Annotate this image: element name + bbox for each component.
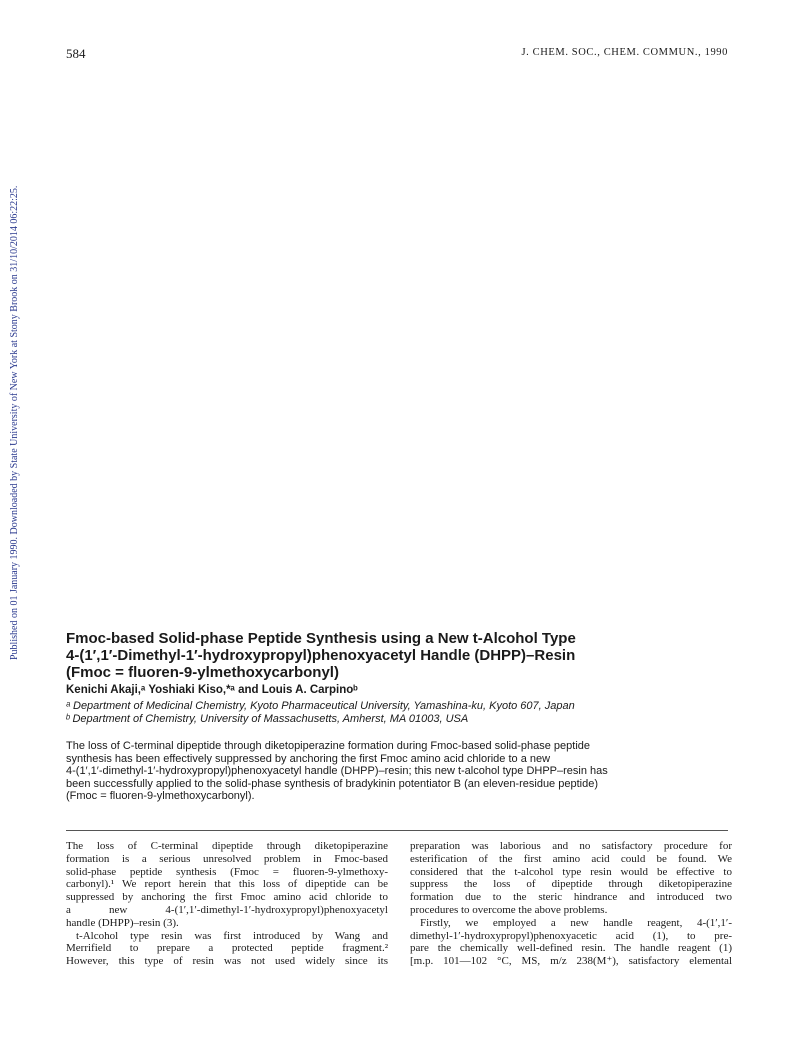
abstract-line: synthesis has been effectively suppressed by anchoring the first Fmoc amino acid chloride to a new xyxy=(66,752,551,765)
running-head: J. CHEM. SOC., CHEM. COMMUN., 1990 xyxy=(521,47,728,58)
body-line: pare the chemically well-defined resin. The handle reagent (1) xyxy=(410,942,732,955)
body-line: handle (DHPP)–resin (3). xyxy=(66,916,179,929)
abstract xyxy=(66,740,728,803)
article-title xyxy=(66,630,746,681)
body-line: dimethyl-1′-hydroxypropyl)phenoxyacetic acid (1), to pre- xyxy=(410,929,732,942)
title-line: (Fmoc = fluoren-9-ylmethoxycarbonyl) xyxy=(66,664,339,681)
affiliations xyxy=(66,700,766,726)
title-line: 4-(1′,1′-Dimethyl-1′-hydroxypropyl)phenoxyacetyl Handle (DHPP)–Resin xyxy=(66,647,576,664)
section-divider xyxy=(66,830,728,831)
body-line: The loss of C-terminal dipeptide through diketopiperazine xyxy=(66,840,388,852)
body-line: esterification of the first amino acid could be found. We xyxy=(410,852,732,865)
body-line: procedures to overcome the above problems. xyxy=(410,903,608,916)
body-line: considered that the t-alcohol type resin would be effective to xyxy=(410,865,732,878)
body-line: However, this type of resin was not used widely since its xyxy=(66,955,388,968)
body-line: Merrifield to prepare a protected peptide fragment.² xyxy=(66,942,388,955)
body-line: suppressed by anchoring the first Fmoc amino acid chloride to xyxy=(66,891,388,904)
body-line: preparation was laborious and no satisfactory procedure for xyxy=(410,840,732,852)
body-column-right xyxy=(410,840,732,968)
abstract-line: The loss of C-terminal dipeptide through diketopiperazine formation during Fmoc-based solid-phase peptide xyxy=(66,740,591,752)
author-list: Kenichi Akaji,ᵃ Yoshiaki Kiso,*ᵃ and Louis A. Carpinoᵇ xyxy=(66,684,358,696)
body-column-left xyxy=(66,840,388,968)
affiliation-b: ᵇ Department of Chemistry, University of Massachusetts, Amherst, MA 01003, USA xyxy=(66,713,469,725)
affiliation-a: ᵃ Department of Medicinal Chemistry, Kyoto Pharmaceutical University, Yamashina-ku, Kyoto 607, Japan xyxy=(66,700,575,712)
body-line: formation is a serious unresolved problem in Fmoc-based xyxy=(66,852,388,865)
abstract-line: 4-(1′,1′-dimethyl-1′-hydroxypropyl)phenoxyacetyl handle (DHPP)–resin; this new t-alcohol type DHPP–resin has xyxy=(66,765,608,778)
body-line: suppress the loss of dipeptide through diketopiperazine xyxy=(410,878,732,891)
body-line: [m.p. 101—102 °C, MS, m/z 238(M⁺), satisfactory elemental xyxy=(410,955,732,968)
abstract-line: (Fmoc = fluoren-9-ylmethoxycarbonyl). xyxy=(66,790,255,803)
body-line: a new 4-(1′,1′-dimethyl-1′-hydroxypropyl)phenoxyacetyl xyxy=(66,903,388,916)
body-line: solid-phase peptide synthesis (Fmoc = fluoren-9-ylmethoxy- xyxy=(66,865,388,878)
body-line: Firstly, we employed a new handle reagent, 4-(1′,1′- xyxy=(420,916,732,929)
abstract-line: been successfully applied to the solid-phase synthesis of bradykinin potentiator B (an eleven-residue peptide) xyxy=(66,777,598,790)
body-line: t-Alcohol type resin was first introduced by Wang and xyxy=(76,929,388,942)
page-number: 584 xyxy=(66,46,86,61)
title-line: Fmoc-based Solid-phase Peptide Synthesis using a New t-Alcohol Type xyxy=(66,630,576,647)
download-notice[interactable] xyxy=(0,150,20,660)
body-line: formation due to the steric hindrance and introduced two xyxy=(410,891,732,904)
body-line: carbonyl).¹ We report herein that this loss of dipeptide can be xyxy=(66,878,388,891)
download-notice-text[interactable]: Published on 01 January 1990. Downloaded by State University of New York at Stony Brook on 31/10/2014 06:22:25. xyxy=(9,185,20,660)
